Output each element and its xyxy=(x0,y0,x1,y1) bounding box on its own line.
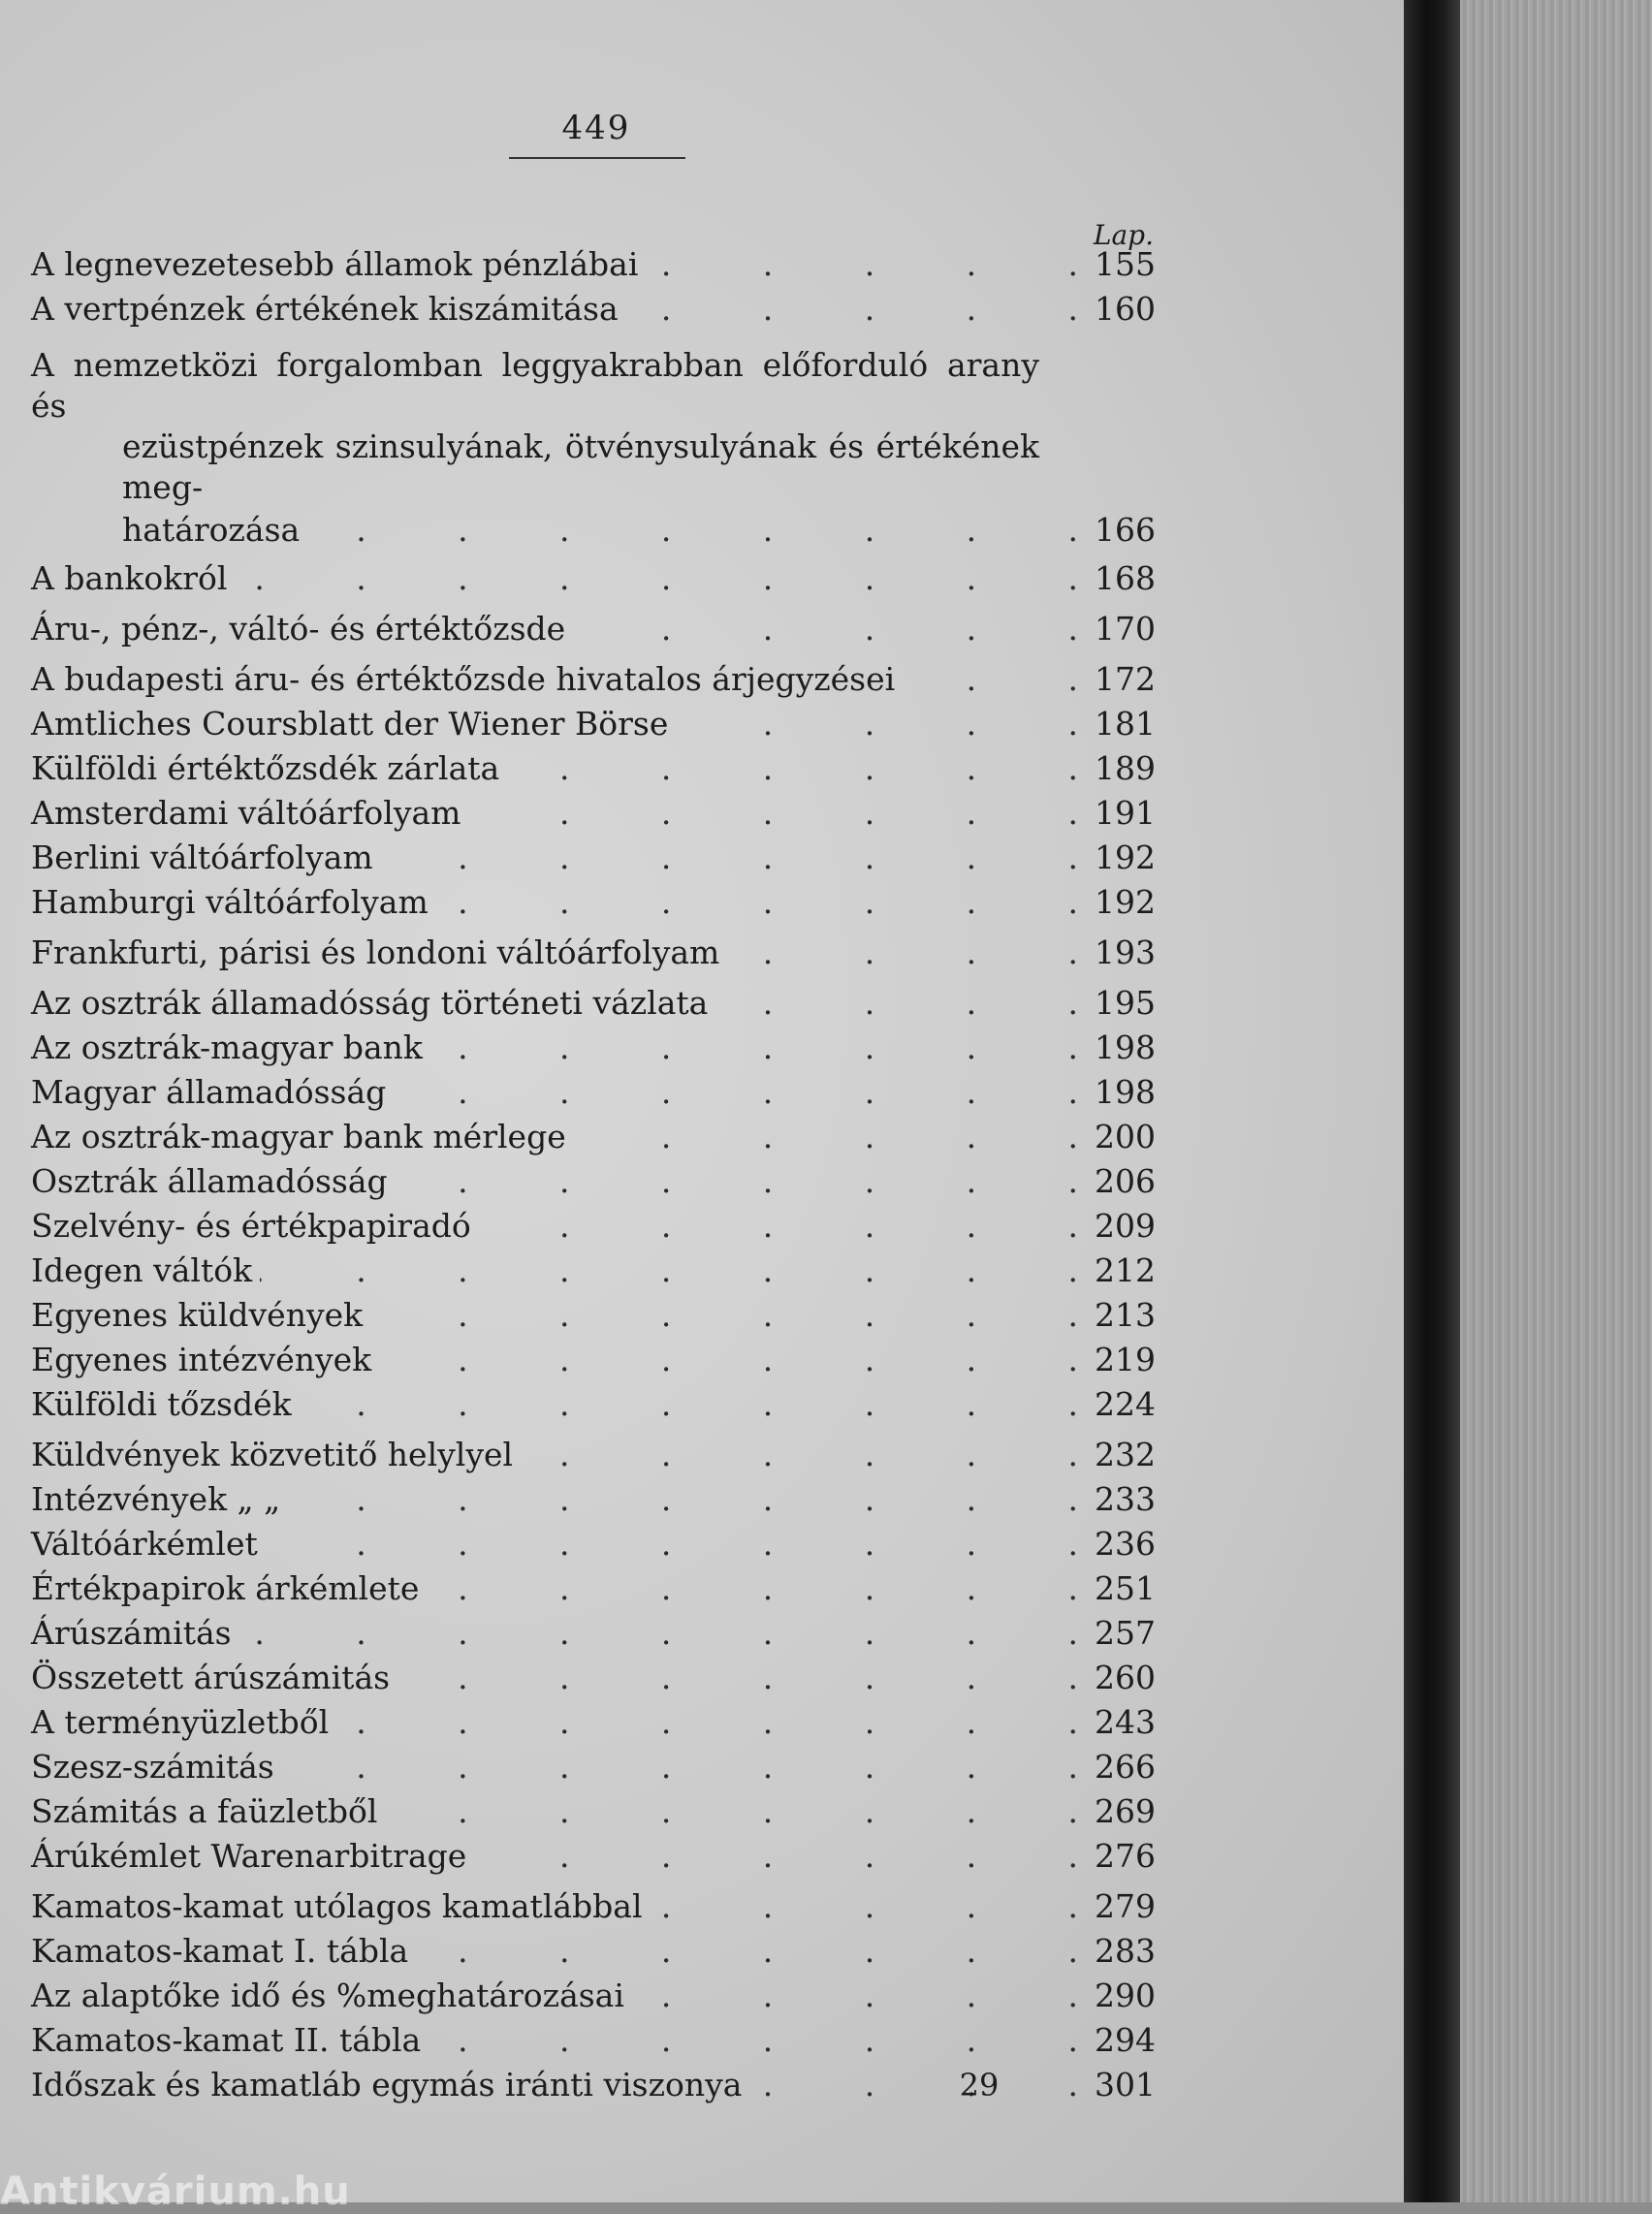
toc-entry-title: Osztrák államadósság xyxy=(31,1162,388,1200)
toc-entry-multiline xyxy=(31,345,1156,553)
toc-entry xyxy=(31,1566,1156,1611)
toc-entry xyxy=(31,1204,1156,1249)
toc-entry-title: Egyenes intézvények xyxy=(31,1341,372,1378)
toc-entry-title: Hamburgi váltóárfolyam xyxy=(31,883,429,921)
dot-leader xyxy=(427,1566,1078,1611)
toc-entry xyxy=(31,1974,1156,2018)
toc-entry xyxy=(31,1700,1156,1745)
dot-leader xyxy=(727,931,1078,975)
toc-entry xyxy=(31,880,1156,925)
toc-entry-title: Az osztrák államadósság történeti vázlata xyxy=(31,984,709,1022)
toc-entry-title: Váltóárkémlet xyxy=(31,1525,258,1563)
toc-entry-page: 198 xyxy=(1095,1028,1156,1066)
dot-leader xyxy=(385,1789,1078,1834)
dot-leader xyxy=(474,1834,1078,1879)
toc-entry-title: Árúszámitás xyxy=(31,1614,232,1652)
toc-entry-page: 195 xyxy=(1095,984,1156,1022)
toc-entry-title: Külföldi tőzsdék xyxy=(31,1385,292,1423)
toc-entry-page: 168 xyxy=(1095,559,1156,597)
toc-entry-page: 166 xyxy=(1095,511,1156,549)
dot-leader xyxy=(676,702,1078,746)
book-cover-edge xyxy=(1460,0,1652,2202)
toc-entry-title: Értékpapirok árkémlete xyxy=(31,1569,420,1607)
toc-entry-page: 279 xyxy=(1095,1887,1156,1925)
toc-entry-page: 219 xyxy=(1095,1341,1156,1378)
toc-entry-page: 200 xyxy=(1095,1118,1156,1155)
toc-entry xyxy=(31,1159,1156,1204)
toc-entry-title: Amsterdami váltóárfolyam xyxy=(31,794,461,832)
toc-entry-page: 160 xyxy=(1095,290,1156,328)
toc-entry-page: 192 xyxy=(1095,838,1156,876)
toc-entry-page: 191 xyxy=(1095,794,1156,832)
toc-entry-page: 283 xyxy=(1095,1932,1156,1970)
toc-entry-page: 198 xyxy=(1095,1073,1156,1111)
toc-entry xyxy=(31,791,1156,836)
toc-entry xyxy=(31,1745,1156,1789)
toc-entry-title: Kamatos-kamat utólagos kamatlábbal xyxy=(31,1887,643,1925)
dot-leader xyxy=(646,242,1078,287)
toc-entry-list xyxy=(31,556,1156,2107)
toc-entry-line: ezüstpénzek szinsulyának, ötvénysulyának és értékének meg- xyxy=(122,427,1039,506)
toc-entry-title: A budapesti áru- és értéktőzsde hivatalos árjegyzései xyxy=(31,660,896,698)
toc-entry-title: Magyar államadósság xyxy=(31,1073,387,1111)
dot-leader xyxy=(288,1477,1078,1522)
toc-entry-page: 233 xyxy=(1095,1480,1156,1518)
dot-leader xyxy=(574,1115,1078,1159)
toc-entry xyxy=(31,1249,1156,1293)
dot-leader xyxy=(651,1884,1078,1929)
toc-entry-title: Berlini váltóárfolyam xyxy=(31,838,373,876)
toc-entry-page: 260 xyxy=(1095,1659,1156,1696)
toc-entry-page: 257 xyxy=(1095,1614,1156,1652)
toc-entry-page: 224 xyxy=(1095,1385,1156,1423)
page-number: 449 xyxy=(561,109,631,147)
toc-entry-title: Az alaptőke idő és %meghatározásai xyxy=(31,1977,624,2014)
dot-leader xyxy=(507,746,1078,791)
toc-entry-page: 243 xyxy=(1095,1703,1156,1741)
toc-entry-page: 294 xyxy=(1095,2021,1156,2059)
toc-entry xyxy=(31,1789,1156,1834)
toc-entry-title: Idegen váltók xyxy=(31,1251,253,1289)
toc-entry-title: Küldvények közvetitő helylyel xyxy=(31,1436,514,1473)
dot-leader xyxy=(396,1159,1078,1204)
toc-entry-line: A nemzetközi forgalomban leggyakrabban előforduló arany és xyxy=(31,346,1039,425)
dot-leader xyxy=(749,2063,1078,2107)
dot-leader xyxy=(430,1026,1078,1070)
toc-entry xyxy=(31,607,1156,651)
toc-entry-title: A legnevezetesebb államok pénzlábai xyxy=(31,245,639,283)
dot-leader xyxy=(429,2018,1078,2063)
toc-entry-page: 266 xyxy=(1095,1748,1156,1786)
table-of-contents xyxy=(31,242,1156,2107)
toc-entry-title: Időszak és kamatláb egymás iránti viszonya xyxy=(31,2066,743,2103)
toc-entry xyxy=(31,1382,1156,1427)
toc-entry-page: 236 xyxy=(1095,1525,1156,1563)
toc-entry xyxy=(31,836,1156,880)
toc-entry-page: 251 xyxy=(1095,1569,1156,1607)
toc-entry-line: határozása xyxy=(122,511,301,549)
dot-leader xyxy=(381,836,1078,880)
toc-entry xyxy=(31,1477,1156,1522)
dot-leader xyxy=(282,1745,1078,1789)
dot-leader xyxy=(394,1070,1078,1115)
toc-entry xyxy=(31,1834,1156,1879)
toc-entry xyxy=(31,556,1156,601)
toc-entry-page: 213 xyxy=(1095,1296,1156,1334)
toc-entry-page: 189 xyxy=(1095,749,1156,787)
toc-entry xyxy=(31,1884,1156,1929)
toc-entry xyxy=(31,242,1156,287)
dot-leader xyxy=(336,1700,1078,1745)
toc-entry-title: Számitás a faüzletből xyxy=(31,1792,378,1830)
toc-entry-page: 301 xyxy=(1095,2066,1156,2103)
toc-entry xyxy=(31,1293,1156,1338)
toc-entry-title: Áru-, pénz-, váltó- és értéktőzsde xyxy=(31,610,566,648)
toc-entry xyxy=(31,1522,1156,1566)
toc-entry xyxy=(31,2018,1156,2063)
dot-leader xyxy=(300,1382,1078,1427)
page-column-label: Lap. xyxy=(1093,219,1154,251)
toc-entry-title: Frankfurti, párisi és londoni váltóárfolyam xyxy=(31,933,720,971)
dot-leader xyxy=(370,1293,1078,1338)
toc-entry xyxy=(31,746,1156,791)
toc-entry xyxy=(31,1656,1156,1700)
toc-entry-page: 276 xyxy=(1095,1837,1156,1875)
toc-entry-title: Összetett árúszámitás xyxy=(31,1659,391,1696)
dot-leader xyxy=(239,1611,1078,1656)
toc-entry-title: Kamatos-kamat I. tábla xyxy=(31,1932,409,1970)
toc-entry-title: Az osztrák-magyar bank mérlege xyxy=(31,1118,566,1155)
dot-leader xyxy=(468,791,1078,836)
toc-entry-page: 192 xyxy=(1095,883,1156,921)
toc-entry-title: Szelvény- és értékpapiradó xyxy=(31,1207,471,1245)
dot-leader xyxy=(715,981,1078,1026)
dot-leader xyxy=(260,1249,1078,1293)
dot-leader xyxy=(521,1433,1078,1477)
dot-leader xyxy=(307,508,1078,553)
toc-entry xyxy=(31,1026,1156,1070)
dot-leader xyxy=(379,1338,1078,1382)
toc-entry xyxy=(31,1070,1156,1115)
toc-entry xyxy=(31,1611,1156,1656)
toc-entry xyxy=(31,981,1156,1026)
toc-entry-title: A terményüzletből xyxy=(31,1703,330,1741)
toc-entry-title: Árúkémlet Warenarbitrage xyxy=(31,1837,467,1875)
dot-leader xyxy=(573,607,1078,651)
header-rule xyxy=(509,157,685,159)
toc-entry-page: 181 xyxy=(1095,705,1156,743)
toc-entry-page: 209 xyxy=(1095,1207,1156,1245)
toc-entry-title: Amtliches Coursblatt der Wiener Börse xyxy=(31,705,669,743)
toc-entry-title: A bankokról xyxy=(31,559,228,597)
dot-leader xyxy=(397,1656,1078,1700)
watermark: Antikvárium.hu xyxy=(0,2169,351,2214)
toc-entry-title: A vertpénzek értékének kiszámitása xyxy=(31,290,619,328)
toc-entry-page: 172 xyxy=(1095,660,1156,698)
dot-leader xyxy=(626,287,1078,332)
toc-entry-title: Kamatos-kamat II. tábla xyxy=(31,2021,422,2059)
toc-entry-title: Az osztrák-magyar bank xyxy=(31,1028,423,1066)
dot-leader xyxy=(416,1929,1078,1974)
toc-entry-page: 269 xyxy=(1095,1792,1156,1830)
toc-entry-title: Intézvények „ „ xyxy=(31,1480,281,1518)
book-spine xyxy=(1404,0,1460,2202)
toc-entry-page: 212 xyxy=(1095,1251,1156,1289)
toc-entry xyxy=(31,702,1156,746)
toc-entry-title: Szesz-számitás xyxy=(31,1748,274,1786)
toc-entry xyxy=(31,657,1156,702)
toc-entry-title: Egyenes küldvények xyxy=(31,1296,364,1334)
toc-entry xyxy=(31,1115,1156,1159)
toc-entry-page: 170 xyxy=(1095,610,1156,648)
dot-leader xyxy=(436,880,1078,925)
dot-leader xyxy=(266,1522,1078,1566)
dot-leader xyxy=(632,1974,1078,2018)
toc-entry xyxy=(31,1929,1156,1974)
toc-entry-page: 232 xyxy=(1095,1436,1156,1473)
toc-entry xyxy=(31,1338,1156,1382)
toc-entry-page: 155 xyxy=(1095,245,1156,283)
toc-entry xyxy=(31,1433,1156,1477)
toc-entry-page: 290 xyxy=(1095,1977,1156,2014)
signature-mark: 29 xyxy=(959,2067,1000,2103)
dot-leader xyxy=(235,556,1078,601)
toc-entry-title: Külföldi értéktőzsdék zárlata xyxy=(31,749,500,787)
toc-entry-page: 193 xyxy=(1095,933,1156,971)
dot-leader xyxy=(479,1204,1078,1249)
toc-entry xyxy=(31,931,1156,975)
toc-entry xyxy=(31,287,1156,332)
dot-leader xyxy=(903,657,1078,702)
toc-entry-page: 206 xyxy=(1095,1162,1156,1200)
